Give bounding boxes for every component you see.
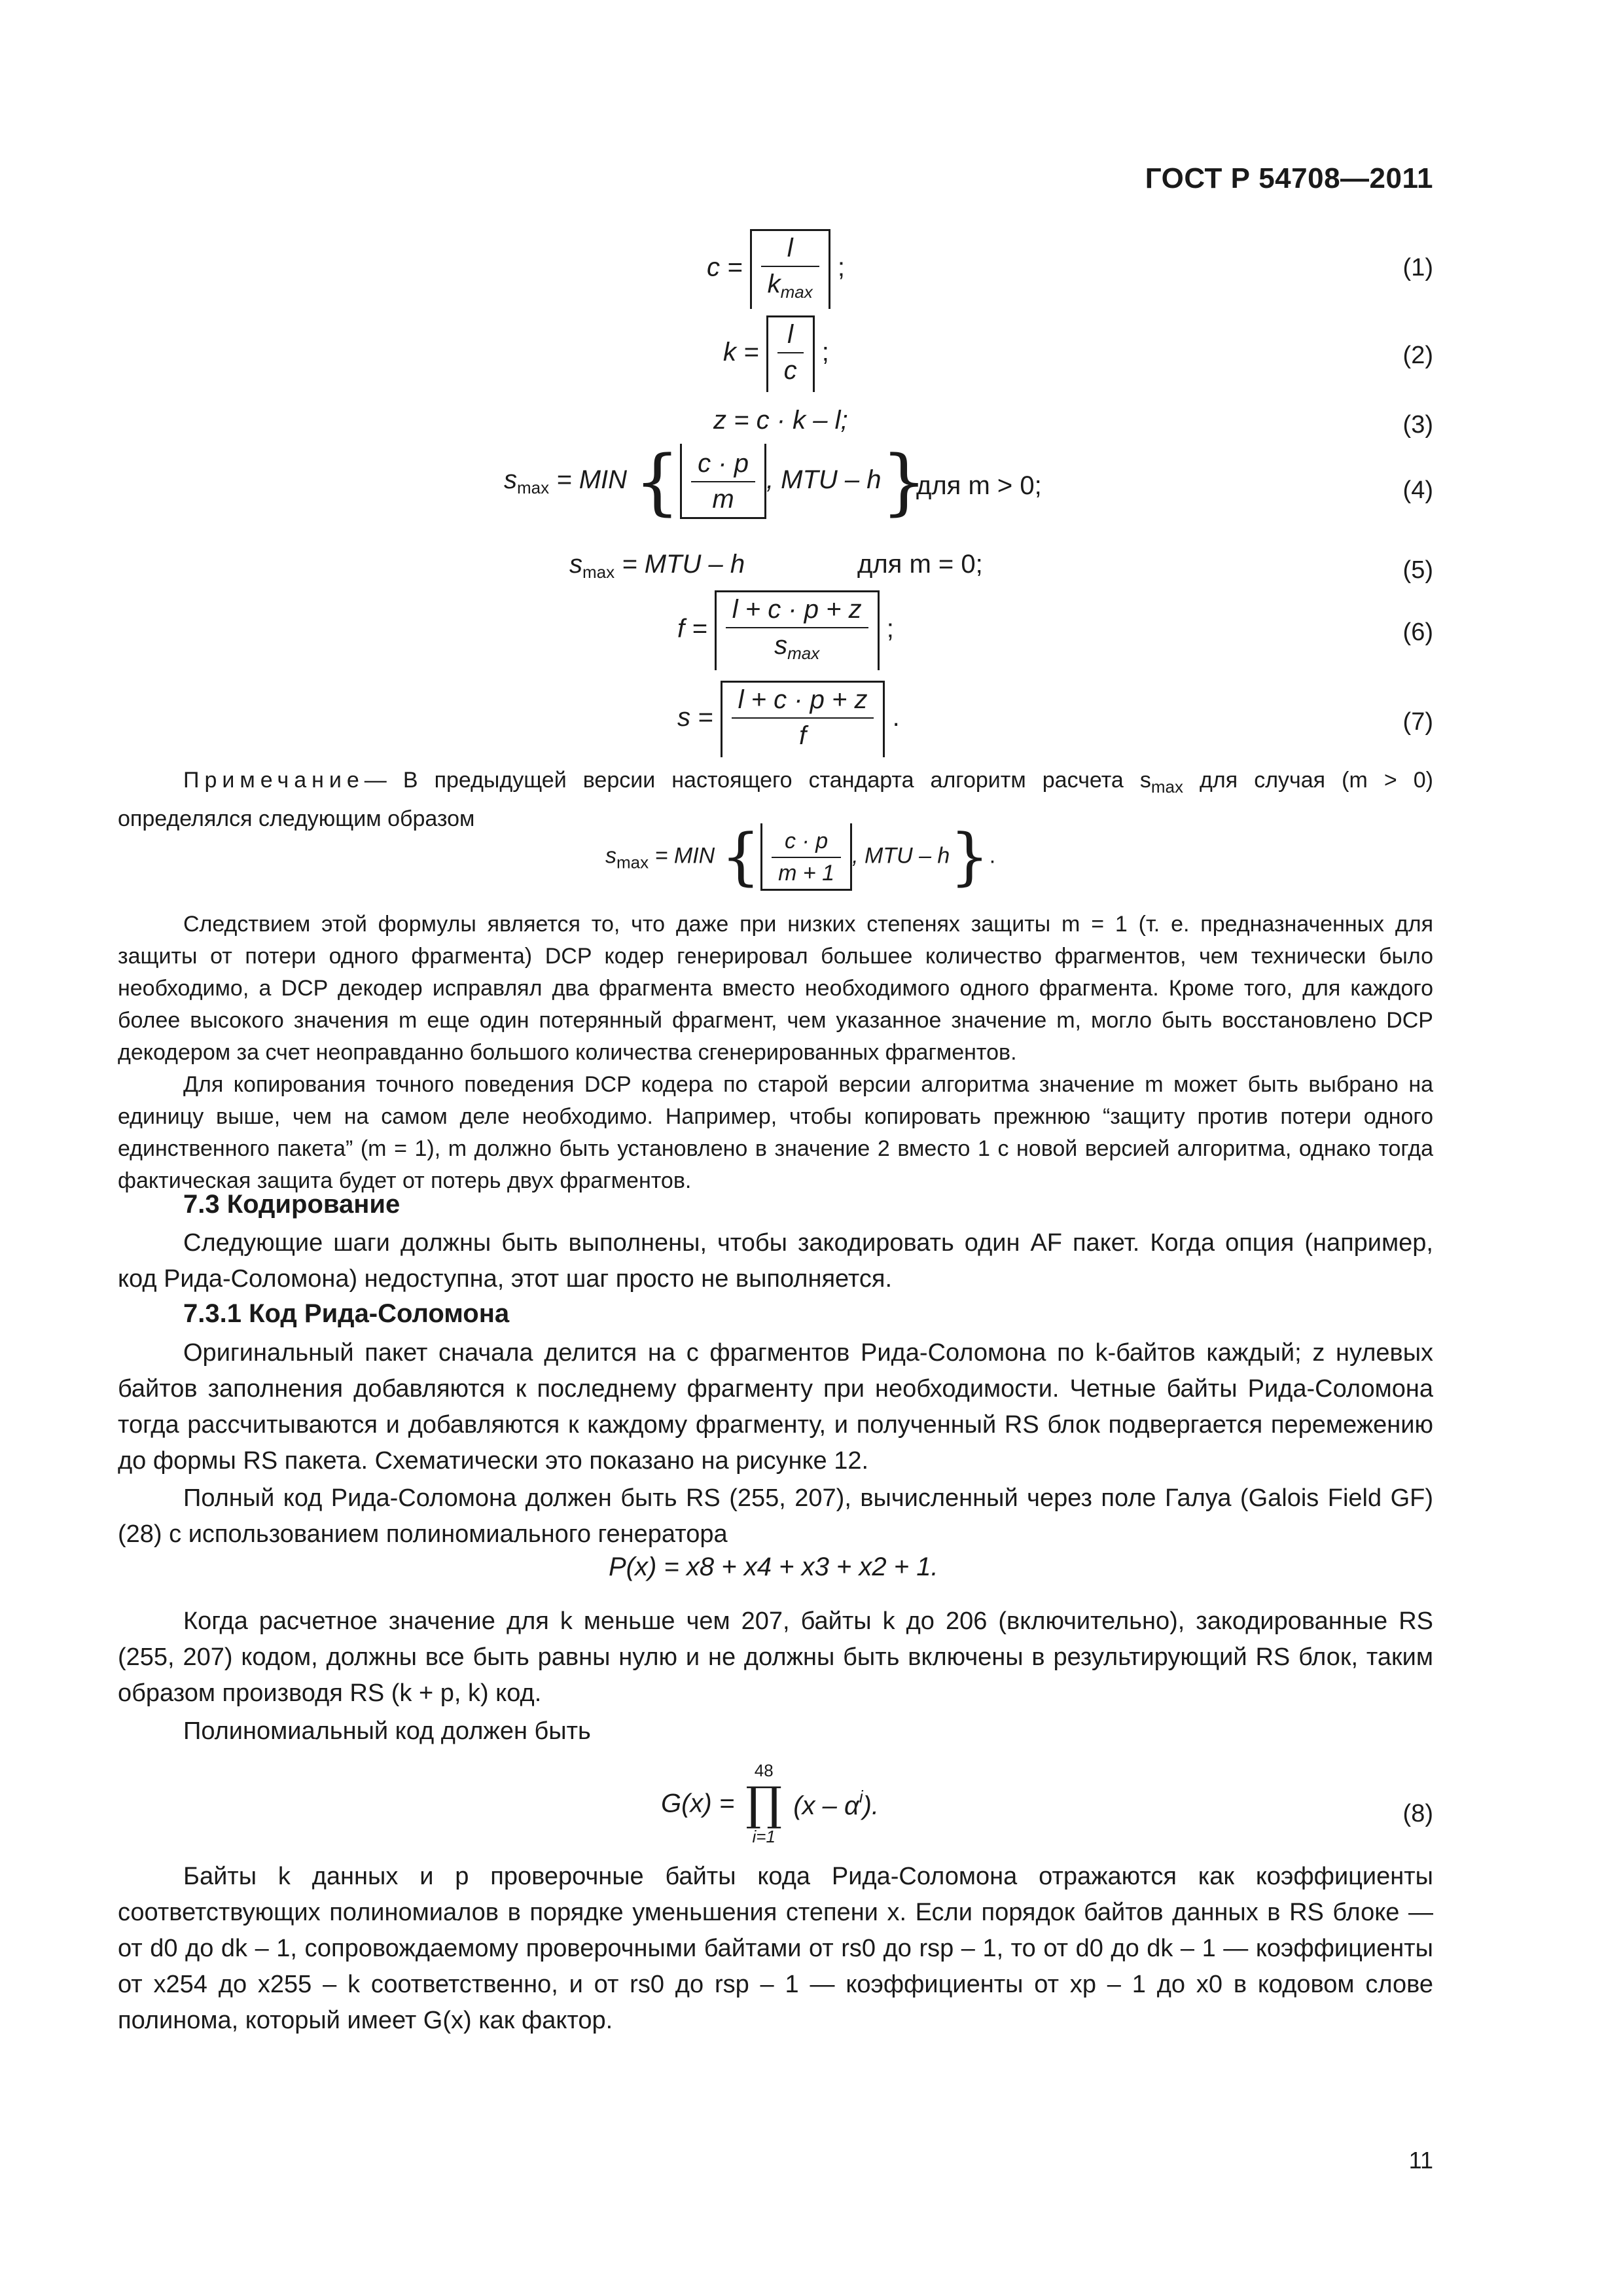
equation-number-1: (1) [1402,254,1433,281]
equation-number-7: (7) [1402,708,1433,736]
eq4-min: = MIN [549,465,628,495]
eq7-denominator: f [798,721,807,750]
eq6-tail: ; [886,614,894,643]
page-number: 11 [1408,2147,1433,2174]
prod-bottom: i=1 [752,1827,776,1846]
equation-5 [569,550,745,583]
eq7-lhs: s = [677,703,713,732]
equation-7 [677,681,900,757]
eq2-numerator: l [777,320,804,353]
eq2-lhs: k = [723,338,759,367]
note-eq-lhs-sub: max [616,852,649,872]
eq8-close: ). [863,1791,880,1820]
polynomial-equation: P(x) = x8 + x4 + x3 + x2 + 1. [609,1552,938,1581]
eq2-fraction [777,320,804,386]
note-equation [605,823,995,891]
eq1-tail: ; [837,253,845,282]
eq7-fraction [732,685,874,751]
eq8-body: (x – α [793,1791,859,1820]
product-icon: ∏ [745,1777,783,1831]
note-paragraph-2: Для копирования точного поведения DCP кодера по старой версии алгоритма значение m может быть выбрано на единицу выше, чем на самом деле необходимо. Например, чтобы копировать прежнюю “защиту против потери одного единственного пакета” (m = 1), m должно быть установлено в значение 2 вместо 1 с новой версией алгоритма, однако тогда фактическая защита будет от потерь двух фрагментов. [118,1072,1433,1193]
equation-6 [677,590,894,670]
equation-2 [723,315,829,392]
note-eq-min: = MIN [649,843,715,869]
note-paragraph-1: Следствием этой формулы является то, что даже при низких степенях защиты m = 1 (т. е. предназначенных для защиты от потери одного фрагмента) DCP кодер генерировал большее количество фрагментов, чем технически было необходимо, а DCP декодер исправлял два фрагмента вместо необходимого одного фрагмента. Кроме того, для каждого более высокого значения m еще один потерянный фрагмент, чем указанное значение m, могло быть восстановлено DCP декодером за счет неоправданно большого количества сгенерированных фрагментов. [118,912,1433,1065]
equation-number-6: (6) [1402,619,1433,646]
note-eq-tail: . [989,843,996,869]
eq8-sup: i [859,1787,863,1806]
section-7-3-1-title: 7.3.1 Код Рида-Соломона [183,1299,510,1328]
eq7-tail: . [892,703,900,732]
eq5-condition: для m = 0; [857,550,983,579]
eq1-denominator: k [767,270,781,298]
eq7-numerator: l + c · p + z [732,685,874,719]
equation-number-2: (2) [1402,342,1433,369]
left-brace: { [721,821,761,893]
equation-1 [707,229,845,309]
note-line1-end: для случая (m > 0) определялся следующим образом [118,768,1433,831]
section-7-3-1-paragraph-1: Оригинальный пакет сначала делится на c фрагментов Рида-Соломона по k-байтов каждый; z нулевых байтов заполнения добавляются к последнему фрагменту при необходимости. Четные байты Рида-Соломона тогда рассчитываются и добавляются к каждому фрагменту, и полученный RS блок подвергается перемежению до формы RS пакета. Схематически это показано на рисунке 12. [118,1339,1433,1475]
eq2-denominator: c [783,356,797,385]
prod-top: 48 [754,1761,774,1780]
note-line1: — В предыдущей версии настоящего стандарта алгоритм расчета s [364,768,1151,793]
floor-bracket [680,444,766,519]
eq4-numerator: c · p [691,449,755,482]
eq4-condition: для m > 0; [916,471,1042,500]
eq5-lhs-sub: max [582,562,615,582]
eq5-lhs-var: s [569,550,582,579]
ceil-bracket [715,590,880,670]
right-brace: } [950,821,990,893]
eq6-lhs: f = [677,614,707,643]
document-header: ГОСТ Р 54708—2011 [1145,162,1433,194]
eq1-numerator: l [761,234,819,267]
left-brace: { [634,439,681,524]
equation-number-3: (3) [1402,411,1433,439]
eq8-lhs: G(x) = [661,1789,735,1818]
ceil-bracket [721,681,885,757]
ceil-bracket [750,229,830,309]
floor-bracket [760,823,852,891]
section-7-3-1-paragraph-2: Полный код Рида-Соломона должен быть RS (255, 207), вычисленный через поле Галуа (Galois Field GF) (28) с использованием полиномиального генератора [118,1484,1433,1548]
note-line1-sub: max [1150,777,1183,797]
eq2-tail: ; [821,338,829,367]
section-7-3-1-paragraph-5: Байты k данных и p проверочные байты кода Рида-Соломона отражаются как коэффициенты соответствующих полиномиалов в порядке уменьшения степени x. Если порядок байтов данных в RS блоке — от d0 до dk – 1, сопровождаемому проверочными байтами от rs0 до rsp – 1, то от d0 до dk – 1 — коэффициенты от x254 до x255 – k соответственно, и от rs0 до rsp – 1 — коэффициенты от xp – 1 до x0 в кодовом слове полинома, который имеет G(x) как фактор. [118,1863,1433,2034]
eq4-after: , MTU – h [766,465,882,495]
note-eq-lhs-var: s [605,843,616,869]
section-7-3-title: 7.3 Кодирование [183,1190,401,1219]
equation-4 [504,439,927,524]
eq4-lhs-var: s [504,465,517,495]
eq1-fraction [761,234,819,302]
equation-8 [661,1761,879,1847]
eq6-numerator: l + c · p + z [726,595,868,628]
equation-number-4: (4) [1402,476,1433,504]
eq4-lhs-sub: max [517,478,550,498]
equation-number-8: (8) [1402,1800,1433,1827]
eq1-den-sub: max [780,282,813,302]
section-7-3-1-paragraph-3: Когда расчетное значение для k меньше чем 207, байты k до 206 (включительно), закодированные RS (255, 207) кодом, должны все быть равны нулю и не должны быть включены в результирующий RS блок, таким образом производя RS (k + p, k) код. [118,1607,1433,1707]
ceil-bracket [766,315,815,392]
eq4-denominator: m [712,485,734,514]
eq6-denominator: s [774,631,788,660]
eq6-den-sub: max [787,643,820,663]
equation-number-5: (5) [1402,556,1433,584]
product-operator [745,1761,782,1847]
note-label: Примечание [183,768,365,793]
note-eq-after: , MTU – h [852,843,950,869]
right-brace: } [881,439,927,524]
eq5-rhs: = MTU – h [615,550,745,579]
equation-3: z = c · k – l; [713,406,848,435]
note-eq-numerator: c · p [772,829,841,858]
eq6-fraction [726,595,868,664]
note-eq-denominator: m + 1 [778,861,835,886]
eq1-lhs: c = [707,253,743,282]
section-7-3-paragraph: Следующие шаги должны быть выполнены, чтобы закодировать один AF пакет. Когда опция (например, код Рида-Соломона) недоступна, этот шаг просто не выполняется. [118,1229,1433,1293]
note-eq-fraction [772,829,841,886]
section-7-3-1-paragraph-4: Полиномиальный код должен быть [183,1717,591,1745]
eq4-fraction [691,449,755,514]
